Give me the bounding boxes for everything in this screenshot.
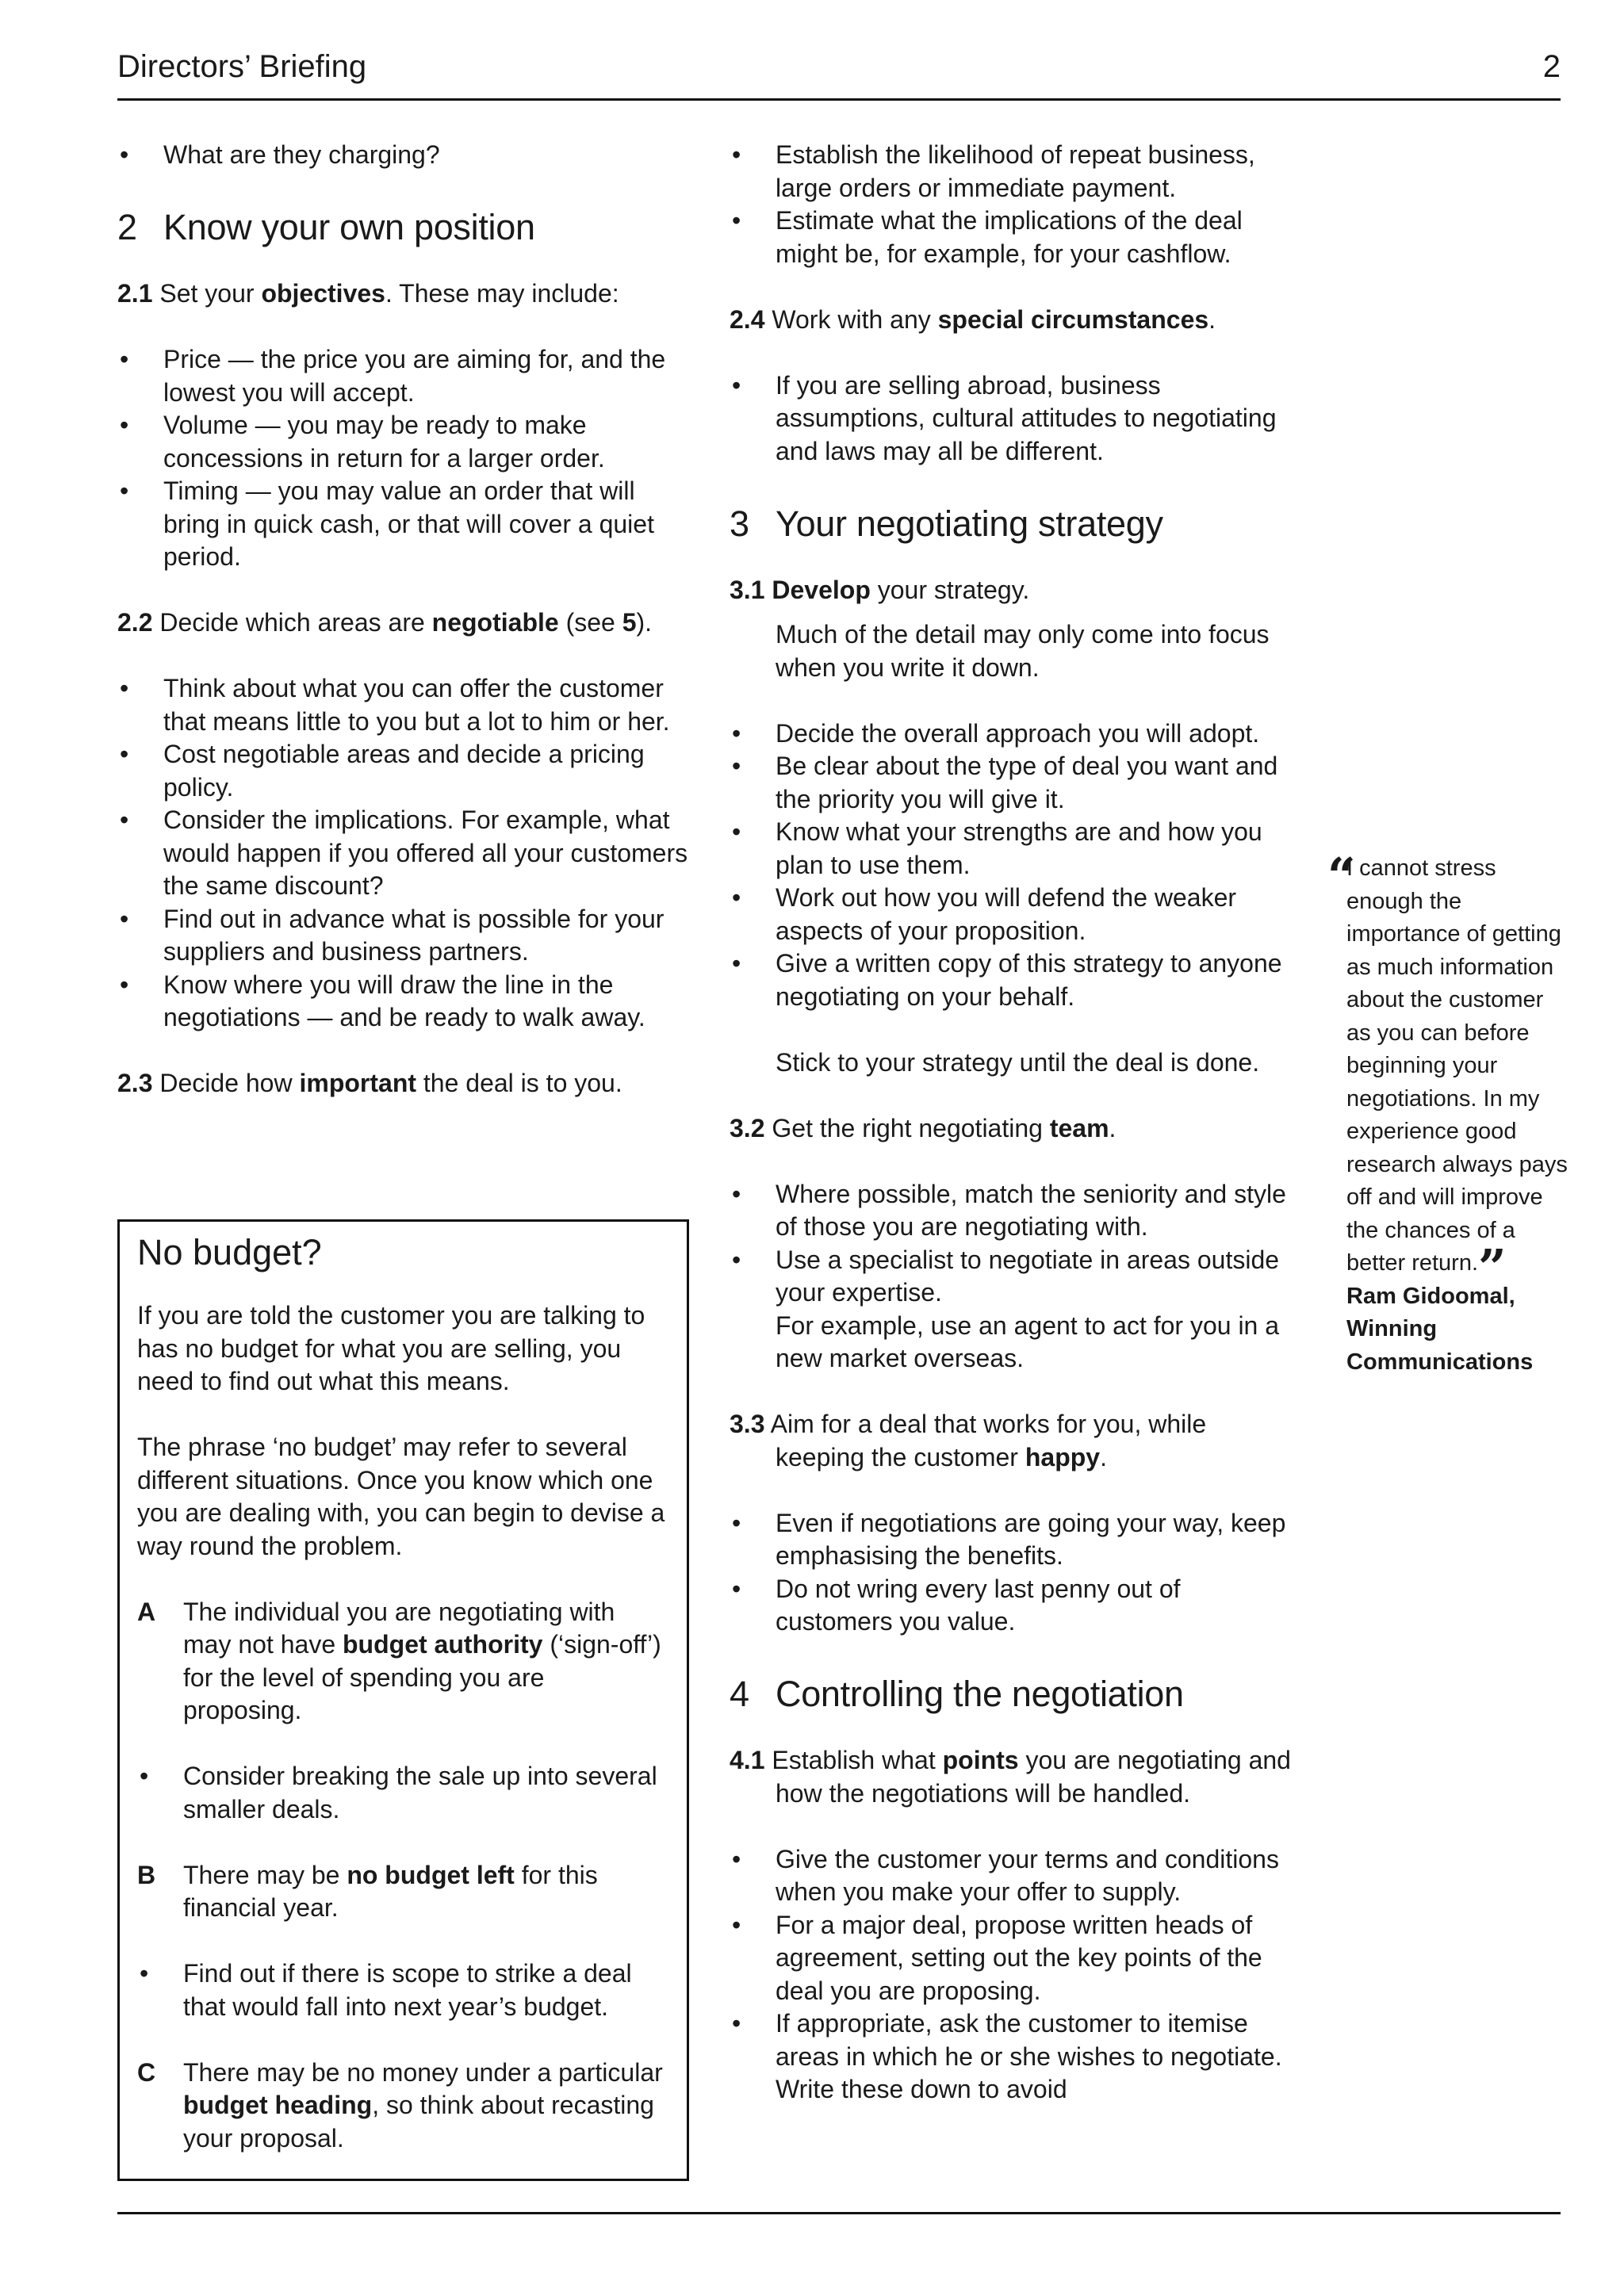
section-number: 4 [730,1674,749,1714]
paragraph-3-1-stick: Stick to your strategy until the deal is done. [776,1047,1260,1077]
bold-text: happy [1025,1442,1101,1471]
box-item-c [137,2057,669,2156]
clause-number: 2.3 [117,1069,153,1097]
list-item: • What are they charging? [117,139,688,172]
clause-number: 3.2 [730,1113,765,1142]
paragraph-2-2 [117,607,688,640]
bullet-list-3-2 [730,1178,1300,1310]
text: (see [558,608,622,637]
column-middle [730,139,1300,2139]
bullet-list-3-3 [730,1507,1300,1639]
text: Decide which areas are [152,608,432,637]
list-item: • For a major deal, propose written heads of agreement, setting out the key points of the deal you are proposing. [730,1909,1300,2008]
paragraph-3-3 [730,1408,1300,1474]
bullet-list-2-1 [117,343,688,574]
paragraph-3-2-example: For example, use an agent to act for you in a new market overseas. [776,1311,1280,1372]
list-item: • Timing — you may value an order that will bring in quick cash, or that will cover a quiet period. [117,475,688,574]
header-title: Directors’ Briefing [117,49,367,84]
quote-text: I cannot stress enough the importance of getting as much information about the customer as you can before beginning your negotiations. In my experience good research always pays off and will improve the chances of a better return. [1346,855,1568,1276]
section-heading-4 [730,1671,1300,1717]
text: Work with any [764,304,938,334]
item-letter: C [137,2057,156,2087]
text: for this financial year. [183,1860,598,1922]
section-heading-3 [730,501,1300,547]
quote-attribution: Ram Gidoomal, Winning Communications [1346,1283,1534,1375]
bullet-list [730,139,1300,270]
bold-text: Develop [764,575,871,604]
bold-text: objectives [261,279,385,308]
clause-number: 3.1 [730,575,765,604]
page-number: 2 [1542,49,1561,84]
text: you are negotiating and how the negotiations will be handled. [776,1746,1291,1808]
text: the deal is to you. [416,1069,622,1097]
paragraph-3-2 [730,1112,1300,1146]
list-item: • Establish the likelihood of repeat business, large orders or immediate payment. [730,139,1300,205]
text: Decide how [152,1069,300,1097]
clause-number: 2.4 [730,304,765,334]
bold-text: points [942,1746,1019,1774]
list-item: • Where possible, match the seniority and style of those you are negotiating with. [730,1178,1300,1244]
list-item: • Estimate what the implications of the deal might be, for example, for your cashflow. [730,205,1300,270]
list-item: • If appropriate, ask the customer to itemise areas in which he or she wishes to negotiate. Write these down to avoid [730,2007,1300,2107]
paragraph-3-1 [730,574,1300,607]
list-item: • Use a specialist to negotiate in areas outside your expertise. [730,1244,1300,1310]
section-title: Know your own position [163,207,535,247]
paragraph-3-1-detail: Much of the detail may only come into focus when you write it down. [776,620,1270,682]
paragraph-2-3 [117,1067,688,1100]
clause-number: 2.2 [117,608,153,637]
section-title: Controlling the negotiation [776,1674,1184,1714]
clause-number: 2.1 [117,279,153,308]
list-item: • If you are selling abroad, business assumptions, cultural attitudes to negotiating and laws may all be different. [730,369,1300,469]
bullet-list [137,1760,669,1826]
section-heading-2 [117,205,688,251]
text: Establish what [764,1746,943,1774]
list-item: • Work out how you will defend the weaker aspects of your proposition. [730,882,1300,947]
text: , so think about recasting your proposal. [183,2091,654,2152]
paragraph-2-1 [117,277,688,311]
text: . [1109,1113,1116,1142]
footer-rule [117,2212,1561,2214]
text: (‘sign-off’) for the level of spending you are proposing. [183,1630,661,1724]
list-item: • Give a written copy of this strategy to anyone negotiating on your behalf. [730,947,1300,1013]
bold-text: special circumstances [937,304,1209,334]
text: your strategy. [870,575,1030,604]
clause-number: 3.3 [730,1410,765,1438]
text: Aim for a deal that works for you, while keeping the customer [764,1410,1207,1471]
list-item: • Give the customer your terms and conditions when you make your offer to supply. [730,1843,1300,1909]
list-item: • Be clear about the type of deal you want and the priority you will give it. [730,750,1300,816]
close-quote-mark: ” [1478,1238,1507,1296]
box-paragraph: If you are told the customer you are talking to has no budget for what you are selling, you need to find out what this means. [137,1301,645,1395]
list-item: • Price — the price you are aiming for, and the lowest you will accept. [117,343,688,409]
text: There may be [183,1860,347,1889]
bullet-list-3-1 [730,718,1300,1014]
list-item: • Think about what you can offer the customer that means little to you but a lot to him or her. [117,672,688,738]
list-item: • Cost negotiable areas and decide a pricing policy. [117,738,688,804]
list-item: • Find out in advance what is possible for your suppliers and business partners. [117,903,688,969]
section-number: 2 [117,207,137,247]
clause-number: 4.1 [730,1746,765,1774]
bullet-list-2-2 [117,672,688,1035]
text: ). [636,608,653,637]
header-rule [117,98,1561,101]
paragraph-4-1 [730,1744,1300,1810]
text: Get the right negotiating [764,1113,1050,1142]
box-title: No budget? [137,1232,322,1272]
text: There may be no money under a particular [183,2057,663,2087]
text: . These may include: [385,279,619,308]
section-number: 3 [730,503,749,544]
no-budget-box [117,1219,689,2181]
item-letter: A [137,1597,156,1626]
bold-text: negotiable [431,608,559,637]
item-letter: B [137,1860,156,1889]
bullet-list [117,139,688,172]
list-item: • Know where you will draw the line in the negotiations — and be ready to walk away. [117,969,688,1035]
section-reference: 5 [622,608,637,637]
box-item-b [137,1859,669,1925]
bullet-list-2-4 [730,369,1300,469]
list-item: • Find out if there is scope to strike a deal that would fall into next year’s budget. [137,1957,669,2023]
section-title: Your negotiating strategy [776,503,1163,544]
bullet-list [137,1957,669,2023]
bullet-list-4-1 [730,1843,1300,2107]
list-item: • Do not wring every last penny out of customers you value. [730,1573,1300,1639]
list-item: • Know what your strengths are and how you plan to use them. [730,816,1300,882]
bold-text: team [1049,1113,1109,1142]
box-paragraph: The phrase ‘no budget’ may refer to several different situations. Once you know which one you are dealing with, you can begin to devise a way round the problem. [137,1433,665,1560]
bold-text: no budget left [347,1860,515,1889]
pull-quote: “ I cannot stress enough the importance of getting as much information about the customer as you can before beginning your negotiations. In my experience good research always pays off and will improve the chances of a better return.” Ram Gidoomal, Winning Communications [1346,852,1568,1379]
list-item: • Even if negotiations are going your way, keep emphasising the benefits. [730,1507,1300,1573]
column-left [117,139,688,1133]
box-item-a [137,1596,669,1728]
paragraph-2-4 [730,304,1300,337]
bold-text: budget authority [343,1630,543,1659]
list-item: • Consider the implications. For example, what would happen if you offered all your customers the same discount? [117,804,688,903]
text: . [1208,304,1216,334]
text: The individual you are negotiating with may not have [183,1597,615,1659]
list-item: • Decide the overall approach you will adopt. [730,718,1300,751]
bold-text: budget heading [183,2091,373,2119]
bold-text: important [299,1069,417,1097]
text: Set your [152,279,262,308]
list-item: • Consider breaking the sale up into several smaller deals. [137,1760,669,1826]
list-item: • Volume — you may be ready to make concessions in return for a larger order. [117,409,688,475]
text: . [1100,1442,1107,1471]
